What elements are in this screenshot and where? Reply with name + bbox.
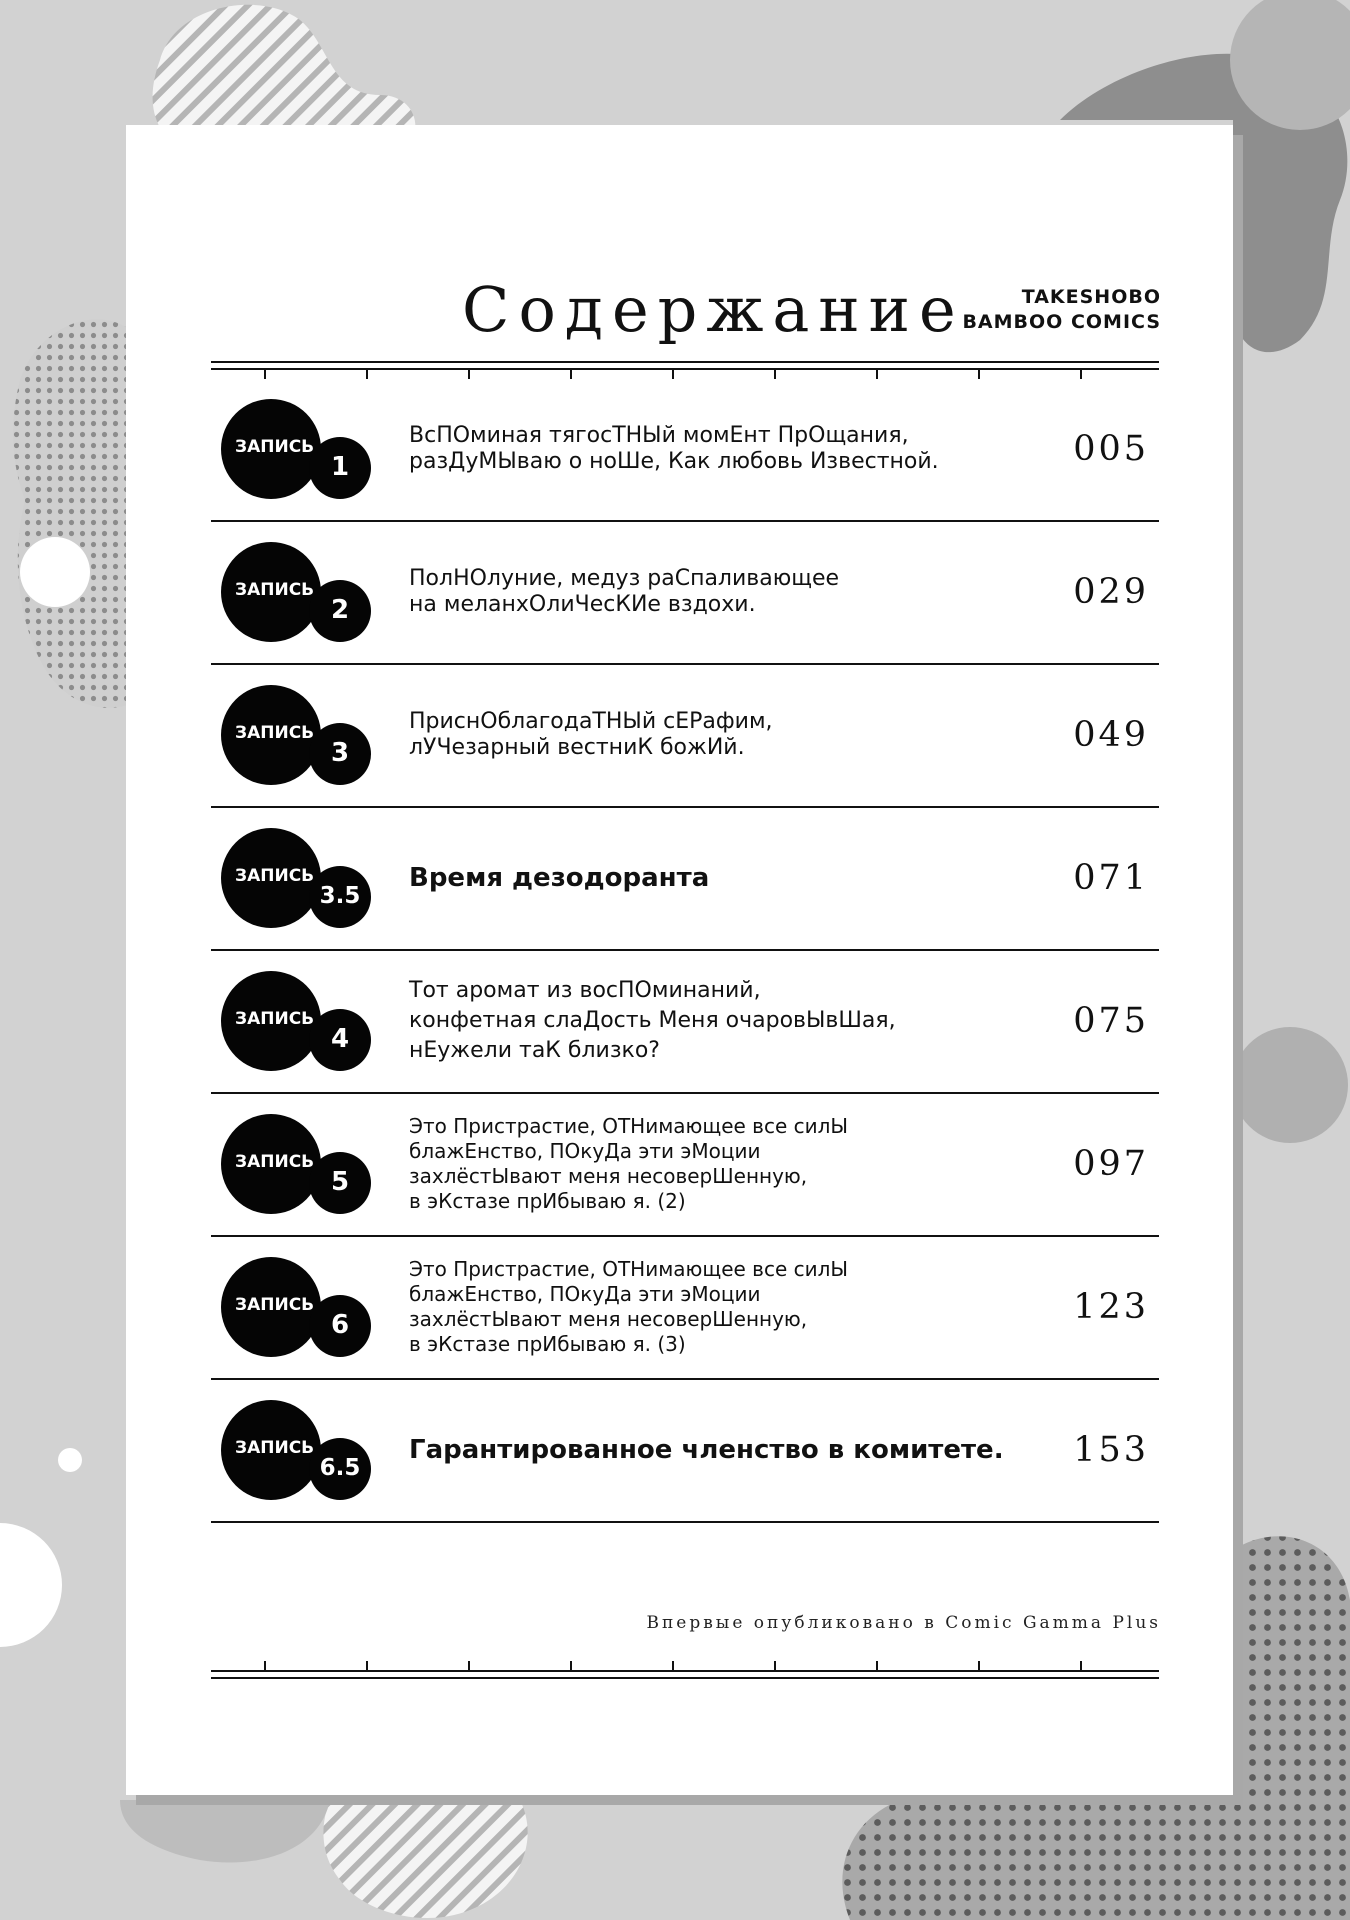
chapter-badge-label: ЗАПИСЬ [235, 1009, 315, 1029]
page-number: 005 [1073, 428, 1149, 469]
chapter-badge-label: ЗАПИСЬ [235, 1438, 315, 1458]
chapter-title-line: блажЕнство, ПОкуДа эти эМоции [409, 1281, 761, 1306]
chapter-title [409, 806, 1009, 949]
chapter-title-line: ПолНОлуние, медуз раСпаливающее [409, 565, 840, 591]
chapter-number: 5 [330, 1167, 350, 1197]
entry-divider [211, 1521, 1159, 1523]
page-number: 097 [1073, 1143, 1149, 1184]
page-number: 153 [1073, 1429, 1149, 1470]
chapter-title-line: Время дезодоранта [409, 862, 710, 893]
chapter-title-line: Тот аромат из восПОминаний, [409, 977, 761, 1003]
chapter-title [409, 520, 1009, 663]
chapter-badge [221, 399, 381, 499]
bottom-divider [211, 1670, 1159, 1679]
chapter-number: 6.5 [319, 1455, 361, 1481]
contents-entry[interactable] [211, 663, 1159, 806]
chapter-title-line: в эКстазе прИбываю я. (3) [409, 1331, 686, 1356]
chapter-title [409, 1092, 1009, 1235]
chapter-title-line: захлёстЫвают меня несоверШенную, [409, 1306, 808, 1331]
contents-entry[interactable] [211, 806, 1159, 949]
chapter-badge [221, 971, 381, 1071]
page-title: Содержание [462, 273, 965, 346]
contents-entry[interactable] [211, 520, 1159, 663]
chapter-number: 6 [330, 1310, 350, 1340]
chapter-badge [221, 685, 381, 785]
chapter-badge-label: ЗАПИСЬ [235, 580, 315, 600]
chapter-title-line: Это Пристрастие, ОТНимающее все силЫ [409, 1256, 849, 1281]
chapter-badge-label: ЗАПИСЬ [235, 866, 315, 886]
contents-entry[interactable] [211, 377, 1159, 520]
page-number: 123 [1073, 1286, 1149, 1327]
chapter-title-line: в эКстазе прИбываю я. (2) [409, 1188, 686, 1213]
chapter-badge [221, 1400, 381, 1500]
chapter-number: 3 [330, 738, 350, 768]
chapter-title-line: ПриснОблагодаТНЫй сЕРафим, [409, 708, 773, 734]
chapter-title-line: лУЧезарный вестниК божИй. [409, 734, 745, 760]
chapter-title-line: Гарантированное членство в комитете. [409, 1434, 1004, 1465]
page-number: 029 [1073, 571, 1149, 612]
first-published-note: Впервые опубликовано в Comic Gamma Plus [646, 1613, 1161, 1633]
chapter-title-line: блажЕнство, ПОкуДа эти эМоции [409, 1138, 761, 1163]
chapter-number: 4 [330, 1024, 350, 1054]
chapter-title [409, 949, 1009, 1092]
chapter-badge-label: ЗАПИСЬ [235, 1295, 315, 1315]
chapter-title-line: ВсПОминая тягосТНЫй момЕнт ПрОщания, [409, 422, 909, 448]
chapter-badge [221, 1257, 381, 1357]
chapter-badge-label: ЗАПИСЬ [235, 723, 315, 743]
contents-entry[interactable] [211, 1092, 1159, 1235]
contents-entry[interactable] [211, 1378, 1159, 1521]
chapter-badge-label: ЗАПИСЬ [235, 437, 315, 457]
contents-page [126, 125, 1233, 1795]
chapter-title-line: нЕужели таК близко? [409, 1037, 660, 1063]
chapter-badge [221, 828, 381, 928]
bottom-ruler-ticks [211, 1661, 1159, 1670]
top-divider [211, 361, 1159, 370]
chapter-title-line: на меланхОлиЧесКИе вздохи. [409, 591, 756, 617]
publisher-line-1: TAKESHOBO [1021, 286, 1161, 308]
page-number: 049 [1073, 714, 1149, 755]
chapter-title-line: Это Пристрастие, ОТНимающее все силЫ [409, 1113, 849, 1138]
chapter-title-line: захлёстЫвают меня несоверШенную, [409, 1163, 808, 1188]
publisher-label [962, 285, 1161, 335]
chapter-badge [221, 542, 381, 642]
chapter-title [409, 663, 1009, 806]
chapter-title [409, 1235, 1009, 1378]
chapter-badge [221, 1114, 381, 1214]
chapter-title [409, 377, 1009, 520]
chapter-title-line: конфетная слаДость Меня очаровЫвШая, [409, 1007, 896, 1033]
chapter-title-line: разДуМЫваю о ноШе, Как любовь Известной. [409, 448, 939, 474]
publisher-line-2: BAMBOO COMICS [962, 311, 1161, 333]
contents-entry[interactable] [211, 1235, 1159, 1378]
contents-entry[interactable] [211, 949, 1159, 1092]
chapter-title [409, 1378, 1009, 1521]
page-number: 071 [1073, 857, 1149, 898]
chapter-number: 2 [330, 595, 350, 625]
chapter-badge-label: ЗАПИСЬ [235, 1152, 315, 1172]
page-number: 075 [1073, 1000, 1149, 1041]
chapter-number: 1 [330, 452, 350, 482]
chapter-number: 3.5 [319, 883, 361, 909]
